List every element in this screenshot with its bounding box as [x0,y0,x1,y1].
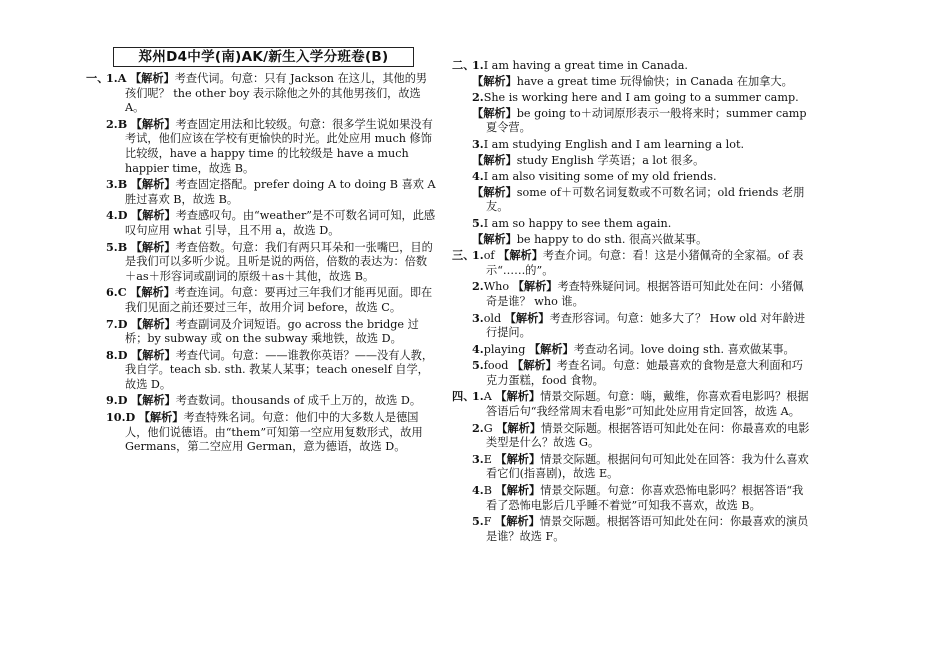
answer-sentence: I am so happy to see them again. [483,216,672,230]
answer-item [472,248,810,278]
answer-item [472,169,810,215]
answer-item [106,348,436,393]
item-number: 1. [472,248,484,263]
analysis-text: be going to＋动词原形表示一般将来时；summer camp 夏令营。 [486,106,807,135]
analysis-tag: 【解析】 [498,248,543,263]
item-answer: Who [483,280,510,294]
item-number: 5. [472,514,484,529]
answer-item [472,389,810,419]
analysis-text: have a great time 玩得愉快；in Canada 在加拿大。 [516,74,793,88]
right-column [452,58,810,545]
item-answer: D [117,347,128,362]
answer-item [106,177,436,207]
item-number: 1. [106,71,118,85]
analysis-text: 情景交际题。根据问句可知此处在回答：我为什么喜欢看它们(指喜剧)，故选 E。 [486,452,809,481]
analysis-tag: 【解析】 [130,177,176,192]
item-answer: F [483,515,492,529]
analysis-tag: 【解析】 [472,184,517,199]
answer-item [106,240,436,285]
item-number: 5. [106,239,118,254]
analysis-tag: 【解析】 [472,105,517,120]
analysis-tag: 【解析】 [504,310,550,325]
item-number: 6. [106,285,118,300]
analysis-text: 考查形容词。句意：她多大了？ How old 对年龄进行提问。 [486,311,806,340]
answer-item [472,90,810,136]
left-column [86,71,436,456]
item-answer: G [483,421,493,435]
item-number: 3. [106,177,118,192]
answer-item [472,452,810,482]
item-number: 1. [472,58,484,72]
analysis-text: 考查倍数。句意：我们有两只耳朵和一张嘴巴，目的是我们可以多听少说。且听是说的两倍，倍数的表达为：倍数＋as＋形容词或副词的原级＋as＋其他，故选 B。 [125,240,433,283]
answer-item [106,285,436,315]
answer-item [106,117,436,176]
item-answer: D [117,393,128,408]
item-number: 8. [106,347,118,362]
item-answer: B [117,116,128,131]
answer-item [472,483,810,513]
analysis-text: 考查固定用法和比较级。句意：很多学生说如果没有考试，他们应该在学校有更愉快的时光。此处应用 much 修饰比较级，have a happy time 的比较级是 have a much happier time，故选 B。 [125,117,433,175]
analysis-text: 考查数词。thousands of 成千上万的，故选 D。 [175,394,422,408]
analysis-tag: 【解析】 [130,208,176,223]
analysis-tag: 【解析】 [472,73,517,88]
analysis-tag: 【解析】 [495,483,541,498]
item-number: 5. [472,215,484,230]
item-answer: playing [483,342,526,356]
item-answer: of [483,249,495,263]
answer-item [472,279,810,309]
item-number: 4. [472,169,484,184]
item-answer: B [117,177,128,192]
item-answer: D [125,410,136,425]
answer-item [106,410,436,455]
item-number: 7. [106,316,118,331]
item-answer: D [117,208,128,223]
analysis-tag: 【解析】 [130,316,176,331]
analysis-tag: 【解析】 [472,152,517,167]
answer-item [472,216,810,247]
section-3 [452,248,810,388]
analysis-text: 考查动名词。love doing sth. 喜欢做某事。 [573,342,795,356]
analysis-tag: 【解析】 [512,358,557,373]
analysis-text: 考查代词。句意：只有 Jackson 在这儿，其他的男孩们呢？ the other boy 表示除他之外的其他男孩们，故选 A。 [125,72,428,115]
analysis-tag: 【解析】 [512,279,558,294]
item-number: 2. [472,90,484,105]
answer-item [472,358,810,388]
analysis-text: 情景交际题。句意：你喜欢恐怖电影吗？根据答语“我看了恐怖电影后几乎睡不着觉”可知我不喜欢，故选 B。 [486,484,804,512]
item-number: 3. [472,310,484,325]
answer-item [106,317,436,347]
answer-sentence: I am having a great time in Canada. [483,59,688,72]
item-answer: A [117,71,127,85]
section-1 [86,71,436,455]
item-number: 9. [106,393,118,408]
analysis-text: some of＋可数名词复数或不可数名词；old friends 老朋友。 [486,185,805,214]
analysis-tag: 【解析】 [495,514,540,529]
analysis-text: study English 学英语；a lot 很多。 [516,153,705,167]
item-number: 2. [106,116,118,131]
item-answer: B [483,484,492,498]
analysis-text: 考查代词。句意：——谁教你英语？——没有人教，我自学。teach sb. sth. 教某人某事；teach oneself 自学，故选 D。 [125,348,434,391]
analysis-tag: 【解析】 [495,451,541,466]
item-number: 5. [472,358,484,373]
answer-item [472,137,810,168]
analysis-tag: 【解析】 [130,239,176,254]
analysis-text: 考查特殊疑问词。根据答语可知此处在问：小猪佩奇是谁？ who 谁。 [486,280,804,308]
item-number: 4. [472,483,484,498]
section-label: 四、 [452,389,475,404]
item-number: 2. [472,420,484,435]
item-number: 4. [472,341,484,356]
item-answer: A [483,390,492,404]
analysis-tag: 【解析】 [495,389,541,404]
analysis-text: 考查名词。句意：她最喜欢的食物是意大利面和巧克力蛋糕，food 食物。 [486,359,803,387]
analysis-text: 情景交际题。句意：嗨，戴维，你喜欢看电影吗？根据答语后句“我经常周末看电影”可知此处应用肯定回答，故选 A。 [486,390,809,419]
answer-item [106,71,436,116]
analysis-text: 考查固定搭配。prefer doing A to doing B 喜欢 A 胜过喜欢 B，故选 B。 [125,178,436,206]
answer-sentence: I am studying English and I am learning a lot. [483,137,745,151]
section-label: 一、 [86,71,109,85]
analysis-text: 情景交际题。根据答语可知此处在问：你最喜欢的演员是谁？故选 F。 [486,515,809,543]
item-answer: D [117,316,128,331]
answer-item [106,393,436,409]
answer-sentence: She is working here and I am going to a summer camp. [483,91,799,105]
analysis-text: be happy to do sth. 很高兴做某事。 [516,232,708,246]
analysis-text: 情景交际题。根据答语可知此处在问：你最喜欢的电影类型是什么？故选 G。 [486,421,810,450]
item-number: 4. [106,208,118,223]
analysis-text: 考查介词。句意：看！这是小猪佩奇的全家福。of 表示“……的”。 [486,249,804,277]
item-number: 3. [472,451,484,466]
analysis-tag: 【解析】 [130,116,176,131]
analysis-tag: 【解析】 [496,420,541,435]
analysis-tag: 【解析】 [130,347,176,362]
analysis-text: 考查副词及介词短语。go across the bridge 过桥；by subway 或 on the subway 乘地铁，故选 D。 [125,317,419,346]
section-2 [452,58,810,247]
page-title: 郑州D4中学(南)AK/新生入学分班卷(B) [113,47,414,67]
answer-sentence: I am also visiting some of my old friends. [483,170,717,184]
answer-item [472,311,810,341]
item-number: 10. [106,410,126,425]
analysis-tag: 【解析】 [528,341,574,356]
analysis-tag: 【解析】 [138,410,184,425]
item-number: 2. [472,279,484,294]
item-answer: food [483,359,509,373]
analysis-tag: 【解析】 [130,393,176,408]
analysis-tag: 【解析】 [129,71,175,85]
section-4 [452,389,810,544]
analysis-tag: 【解析】 [130,285,175,300]
section-label: 二、 [452,58,475,72]
analysis-text: 考查连词。句意：要再过三年我们才能再见面。即在我们见面之前还要过三年，故用介词 before，故选 C。 [125,286,433,314]
section-label: 三、 [452,248,475,263]
analysis-text: 考查感叹句。由“weather”是不可数名词可知，此感叹句应用 what 引导，且不用 a，故选 D。 [125,209,436,237]
answer-item [106,208,436,238]
answer-item [472,514,810,544]
answer-item [472,421,810,451]
item-number: 3. [472,136,484,151]
item-number: 1. [472,389,484,404]
item-answer: B [117,239,128,254]
item-answer: E [483,452,492,466]
item-answer: old [483,311,502,325]
answer-item [472,58,810,89]
answer-item [472,342,810,358]
item-answer: C [117,285,127,300]
analysis-tag: 【解析】 [472,231,517,246]
analysis-text: 考查特殊名词。句意：他们中的大多数人是德国人，他们说德语。由“them”可知第一空应用复数形式，故用 Germans，第二空应用 German，意为德语，故选 D。 [125,411,423,454]
